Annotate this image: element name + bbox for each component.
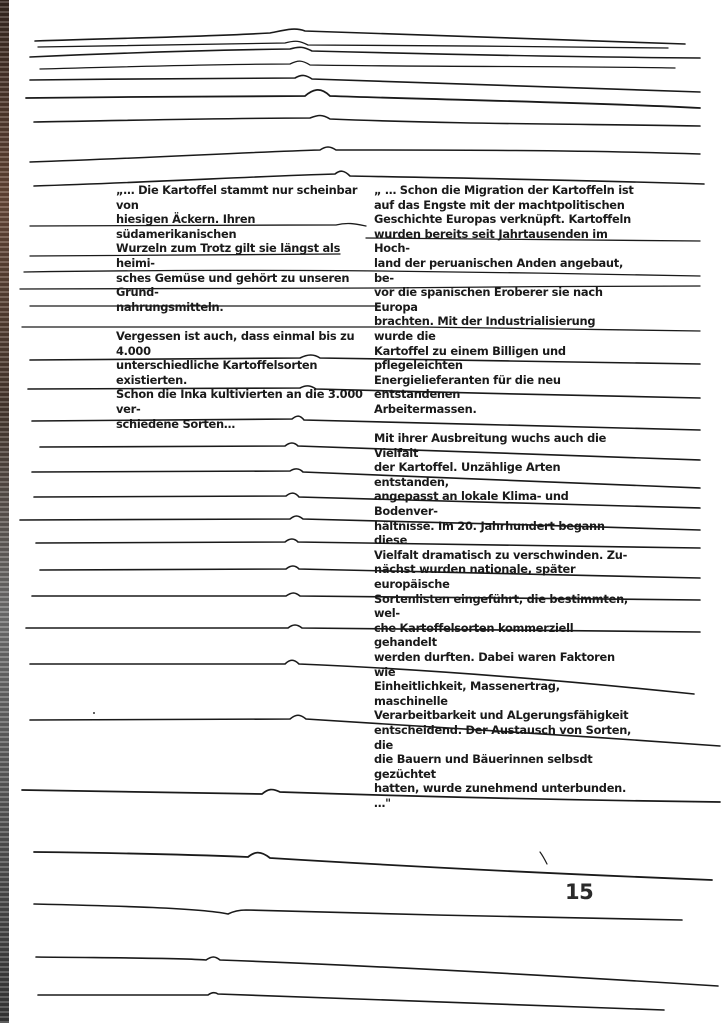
right-text-column (374, 183, 634, 811)
page-number: 15 (565, 880, 594, 904)
left-paragraph-1: „… Die Kartoffel stammt nur scheinbar von hiesigen Äckern. Ihren südamerikanischen Wurzeln zum Trotz gilt sie längst als heimi- sches Gemüse und gehört zu unseren Grund- nahrungsmitteln. (116, 183, 358, 314)
ink-speck (93, 712, 95, 714)
right-paragraph-1: „ … Schon die Migration der Kartoffeln ist auf das Engste mit der machtpolitischen Geschichte Europas verknüpft. Kartoffeln wurden bereits seit Jahrtausenden im Hoch- land der peruanischen Anden angebaut, be- vor die spanischen Eroberer sie nach Europa brachten. Mit der Industrialisierung wurde die Kartoffel zu einem Billigen und pflegeleichten Energielieferanten für die neu entstandenen Arbeitermassen. (374, 183, 634, 416)
left-text-column (116, 183, 366, 431)
left-paragraph-2: Vergessen ist auch, dass einmal bis zu 4.000 unterschiedliche Kartoffelsorten existierten. Schon die Inka kultivierten an die 3.000 ver- schiedene Sorten… (116, 328, 363, 431)
right-paragraph-2: Mit ihrer Ausbreitung wuchs auch die Vielfalt der Kartoffel. Unzählige Arten entstanden, angepasst an lokale Klima- und Bodenver- hältnisse. Im 20. Jahrhundert begann diese Vielfalt dramatisch zu verschwinden. Zu- nächst wurden nationale, später europäische Sortenlisten eingeführt, die bestimmten, wel- che Kartoffelsorten kommerziell gehandelt werden durften. Dabei waren Faktoren wie Einheitlichkeit, Massenertrag, maschinelle Verarbeitbarkeit und ALgerungsfähigkeit entscheidend. Der Austausch von Sorten, die die Bauern und Bäuerinnen selbsdt gezüchtet hatten, wurde zunehmend unterbunden. …" (374, 431, 632, 810)
